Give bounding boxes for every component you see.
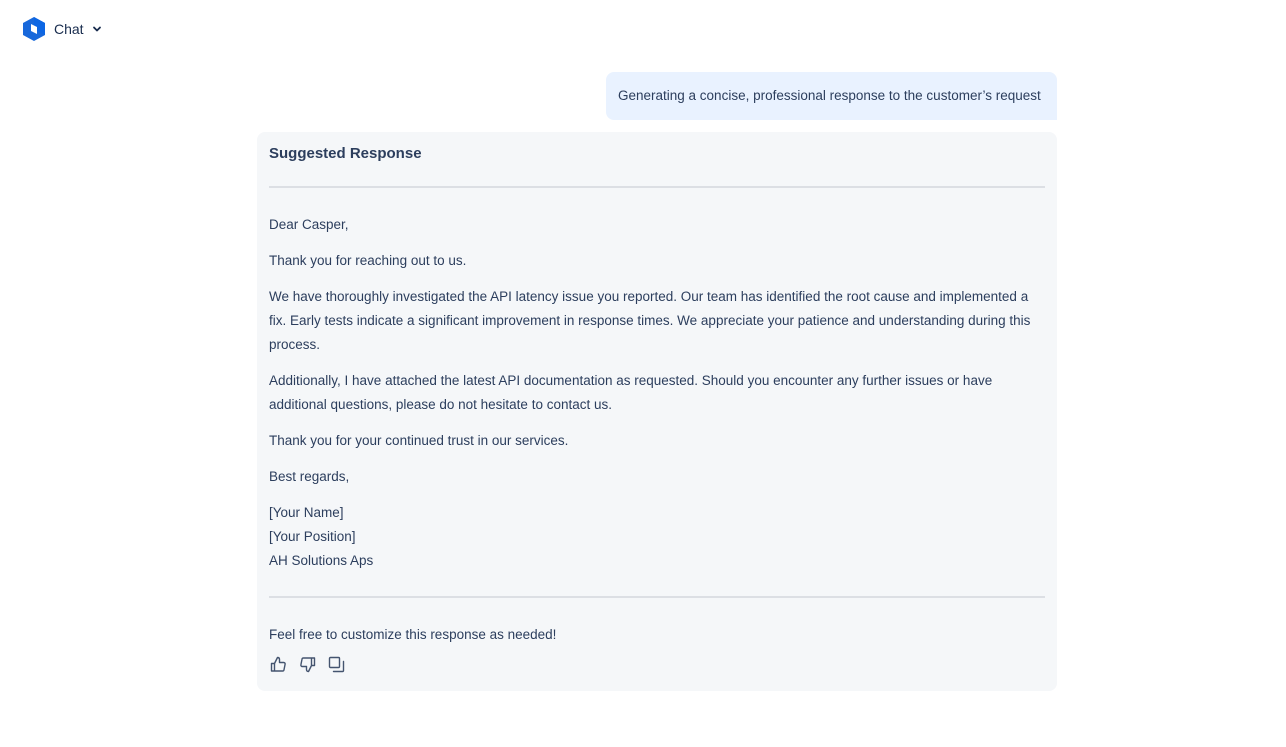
app-title[interactable]: Chat — [54, 21, 84, 37]
response-actions — [269, 655, 346, 674]
closing-text: Best regards, — [269, 469, 350, 484]
copy-icon — [328, 656, 345, 673]
signature-name: [Your Name] — [269, 505, 344, 520]
app-logo-icon[interactable] — [22, 16, 46, 42]
chevron-down-icon[interactable] — [92, 24, 102, 34]
signature-company: AH Solutions Aps — [269, 553, 374, 568]
thumbs-down-icon — [299, 656, 316, 673]
dislike-button[interactable] — [298, 655, 317, 674]
signature-position: [Your Position] — [269, 529, 356, 544]
like-button[interactable] — [269, 655, 288, 674]
paragraph-1: Thank you for reaching out to us. — [269, 253, 467, 268]
app-header — [22, 16, 102, 42]
greeting-text: Dear Casper, — [269, 217, 349, 232]
user-message: Generating a concise, professional response to the customer’s request — [606, 72, 1057, 120]
paragraph-3: Additionally, I have attached the latest API documentation as requested. Should you encounter any further issues or have additional questions, please do not hesitate to contact us. — [269, 373, 993, 412]
paragraph-4: Thank you for your continued trust in our services. — [269, 433, 569, 448]
footer-note: Feel free to customize this response as needed! — [269, 627, 557, 642]
copy-button[interactable] — [327, 655, 346, 674]
thumbs-up-icon — [270, 656, 287, 673]
top-divider — [269, 186, 1045, 188]
response-title: Suggested Response — [269, 145, 422, 162]
suggested-response-card — [257, 132, 1057, 691]
bottom-divider — [269, 596, 1045, 598]
paragraph-2: We have thoroughly investigated the API latency issue you reported. Our team has identified the root cause and implemented a fix. Early tests indicate a significant improvement in response times. We appreciate your patience and understanding during this process. — [269, 289, 1031, 352]
